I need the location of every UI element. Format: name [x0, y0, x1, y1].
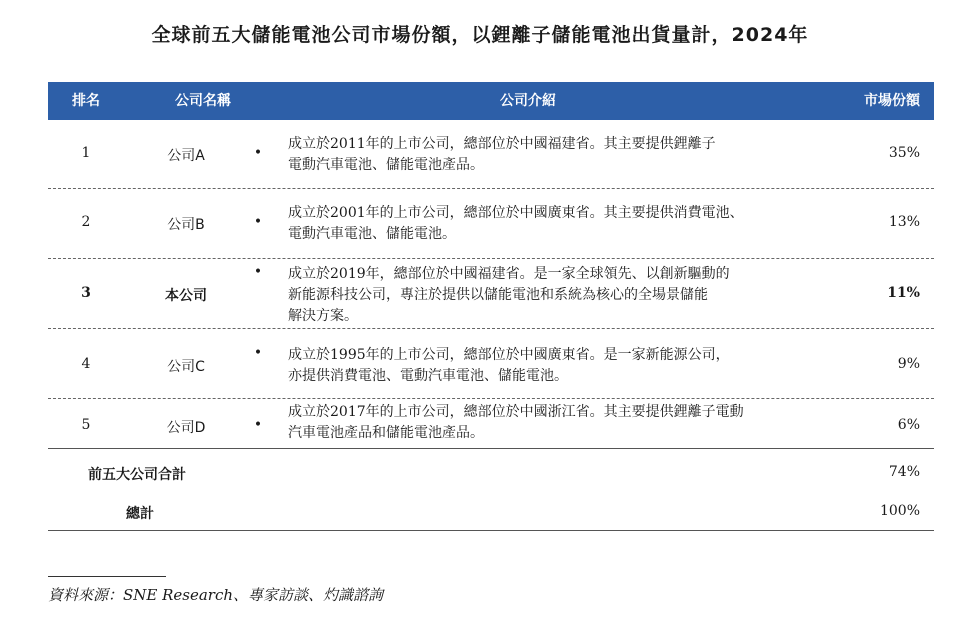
row-share: 13% — [888, 214, 920, 230]
description-line: 成立於2001年的上市公司，總部位於中國廣東省。其主要提供消費電池、 — [288, 205, 744, 221]
top5-total-label: 前五大公司合計 — [88, 467, 186, 483]
row-company-name: 公司D — [166, 420, 206, 436]
header-description: 公司介紹 — [500, 93, 556, 109]
bullet-icon: • — [253, 345, 263, 361]
grand-total-value: 100% — [879, 503, 920, 519]
description-line: 成立於1995年的上市公司，總部位於中國廣東省。是一家新能源公司， — [288, 347, 730, 363]
table-row-own-company — [48, 260, 934, 330]
row-rank: 2 — [81, 214, 91, 230]
description-line: 汽車電池產品和儲能電池產品。 — [288, 425, 484, 441]
page-title: 全球前五大儲能電池公司市場份額，以鋰離子儲能電池出貨量計，2024年 — [151, 24, 809, 46]
source-note: 資料來源：SNE Research、專家訪談、灼識諮詢 — [48, 586, 384, 604]
market-share-table — [48, 82, 934, 530]
table-row — [48, 190, 934, 260]
table-row — [48, 330, 934, 400]
row-description — [288, 134, 828, 176]
row-divider — [48, 398, 934, 399]
header-rank: 排名 — [72, 93, 100, 109]
row-company-name: 本公司 — [165, 288, 207, 304]
row-share: 35% — [888, 145, 920, 161]
row-company-name: 公司A — [167, 148, 205, 164]
row-share: 9% — [897, 356, 920, 372]
row-rank: 5 — [81, 417, 91, 433]
row-divider — [48, 328, 934, 329]
summary-divider — [48, 448, 934, 449]
header-company: 公司名稱 — [175, 93, 231, 109]
summary-block — [48, 450, 934, 530]
row-divider — [48, 258, 934, 259]
row-description — [288, 264, 828, 327]
row-share: 6% — [897, 417, 920, 433]
grand-total-label: 總計 — [126, 506, 154, 522]
description-line: 電動汽車電池、儲能電池產品。 — [288, 157, 484, 173]
row-rank: 4 — [81, 356, 91, 372]
row-share: 11% — [887, 285, 920, 301]
table-row — [48, 120, 934, 190]
row-company-name: 公司C — [167, 359, 205, 375]
bullet-icon: • — [253, 417, 263, 433]
bullet-icon: • — [253, 264, 263, 280]
description-line: 電動汽車電池、儲能電池。 — [288, 226, 456, 242]
table-row — [48, 400, 934, 450]
header-share: 市場份額 — [864, 93, 920, 109]
description-line: 新能源科技公司，專注於提供以儲能電池和系統為核心的全場景儲能 — [288, 287, 708, 303]
description-line: 成立於2019年，總部位於中國福建省。是一家全球領先、以創新驅動的 — [288, 266, 730, 282]
bullet-icon: • — [253, 214, 263, 230]
footnote-rule — [48, 576, 166, 577]
row-description — [288, 203, 828, 245]
description-line: 亦提供消費電池、電動汽車電池、儲能電池。 — [288, 368, 568, 384]
top5-total-value: 74% — [888, 464, 920, 480]
row-company-name: 公司B — [167, 217, 205, 233]
row-divider — [48, 188, 934, 189]
row-rank: 3 — [81, 285, 91, 301]
row-rank: 1 — [81, 145, 91, 161]
description-line: 成立於2011年的上市公司，總部位於中國福建省。其主要提供鋰離子 — [288, 136, 716, 152]
bullet-icon: • — [253, 145, 263, 161]
description-line: 成立於2017年的上市公司，總部位於中國浙江省。其主要提供鋰離子電動 — [288, 404, 744, 420]
description-line: 解決方案。 — [288, 308, 358, 324]
table-bottom-rule — [48, 530, 934, 531]
row-description — [288, 402, 828, 444]
row-description — [288, 345, 828, 387]
table-header — [48, 82, 934, 120]
